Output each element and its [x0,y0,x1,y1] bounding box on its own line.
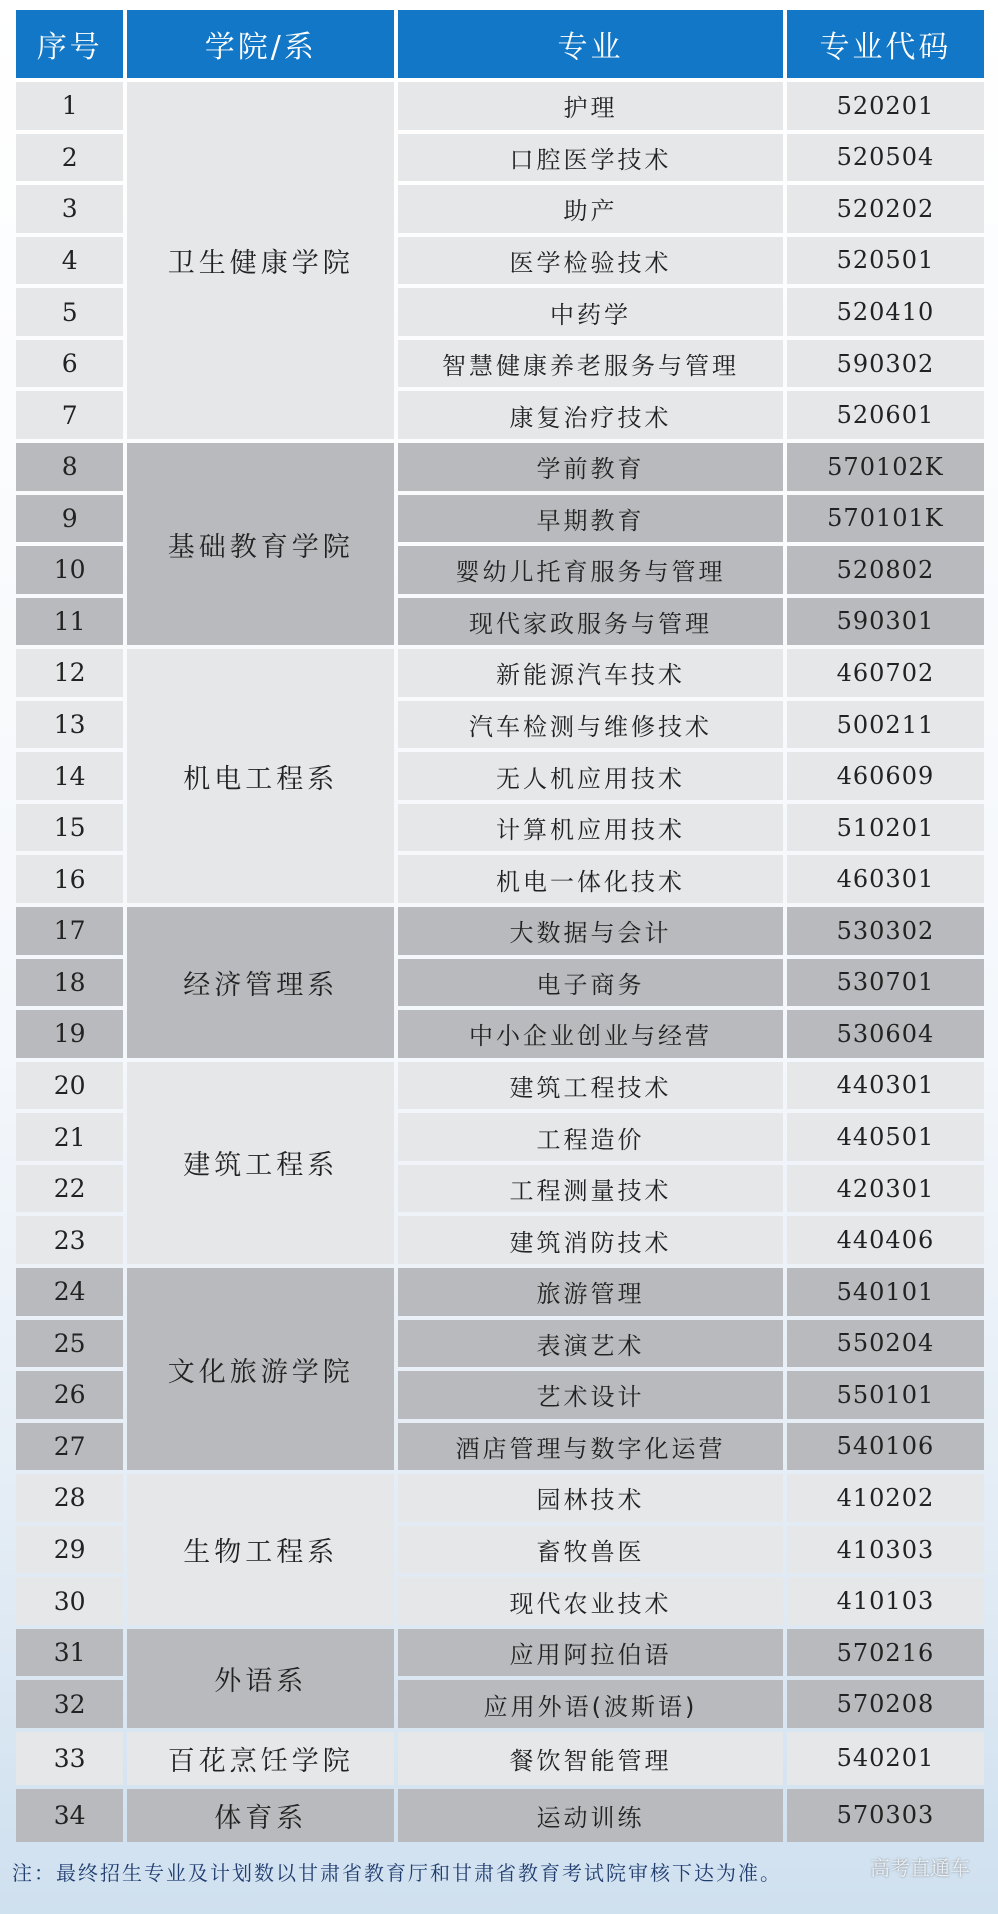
cell-index: 20 [16,1062,123,1110]
cell-code: 540201 [787,1732,984,1785]
cell-department: 生物工程系 [127,1474,394,1625]
cell-code: 590301 [787,598,984,646]
cell-major: 学前教育 [398,443,783,491]
cell-code: 420301 [787,1165,984,1213]
header-code: 专业代码 [787,10,984,78]
cell-index: 19 [16,1010,123,1058]
cell-code: 570208 [787,1680,984,1728]
table-body [16,82,984,1842]
cell-major: 运动训练 [398,1789,783,1842]
cell-major: 中小企业创业与经营 [398,1010,783,1058]
cell-major: 计算机应用技术 [398,804,783,852]
cell-major: 护理 [398,82,783,130]
cell-major: 应用阿拉伯语 [398,1629,783,1677]
cell-major: 建筑工程技术 [398,1062,783,1110]
cell-code: 520410 [787,288,984,336]
cell-major: 工程造价 [398,1113,783,1161]
cell-index: 11 [16,598,123,646]
cell-index: 18 [16,959,123,1007]
cell-major: 中药学 [398,288,783,336]
cell-index: 12 [16,649,123,697]
table-row [16,82,984,130]
cell-index: 26 [16,1371,123,1419]
cell-code: 540106 [787,1423,984,1471]
cell-index: 16 [16,855,123,903]
cell-department: 外语系 [127,1629,394,1728]
cell-index: 23 [16,1216,123,1264]
cell-index: 14 [16,752,123,800]
cell-code: 440501 [787,1113,984,1161]
cell-major: 现代家政服务与管理 [398,598,783,646]
cell-code: 530701 [787,959,984,1007]
cell-department: 基础教育学院 [127,443,394,645]
cell-major: 餐饮智能管理 [398,1732,783,1785]
watermark: 高考直通车 [870,1856,970,1880]
cell-index: 2 [16,134,123,182]
cell-code: 570101K [787,495,984,543]
cell-major: 畜牧兽医 [398,1526,783,1574]
cell-index: 17 [16,907,123,955]
cell-code: 570102K [787,443,984,491]
cell-code: 460702 [787,649,984,697]
footnote: 注：最终招生专业及计划数以甘肃省教育厅和甘肃省教育考试院审核下达为准。 [12,1861,782,1885]
majors-table-container [12,6,988,1846]
cell-code: 520202 [787,185,984,233]
cell-code: 460609 [787,752,984,800]
header-index: 序号 [16,10,123,78]
cell-code: 570216 [787,1629,984,1677]
table-row [16,1629,984,1677]
cell-major: 电子商务 [398,959,783,1007]
cell-major: 建筑消防技术 [398,1216,783,1264]
cell-index: 5 [16,288,123,336]
cell-code: 520201 [787,82,984,130]
cell-index: 3 [16,185,123,233]
cell-department: 经济管理系 [127,907,394,1058]
cell-major: 婴幼儿托育服务与管理 [398,546,783,594]
cell-code: 440301 [787,1062,984,1110]
cell-code: 510201 [787,804,984,852]
table-row [16,1789,984,1842]
cell-major: 园林技术 [398,1474,783,1522]
table-row [16,1062,984,1110]
cell-index: 9 [16,495,123,543]
table-header-row [16,10,984,78]
cell-index: 27 [16,1423,123,1471]
cell-major: 表演艺术 [398,1320,783,1368]
cell-code: 520504 [787,134,984,182]
cell-index: 24 [16,1268,123,1316]
cell-department: 建筑工程系 [127,1062,394,1264]
cell-index: 34 [16,1789,123,1842]
cell-index: 32 [16,1680,123,1728]
cell-code: 520802 [787,546,984,594]
majors-table [12,6,988,1846]
header-major: 专业 [398,10,783,78]
cell-department: 百花烹饪学院 [127,1732,394,1785]
cell-index: 33 [16,1732,123,1785]
cell-major: 大数据与会计 [398,907,783,955]
cell-major: 助产 [398,185,783,233]
table-row [16,443,984,491]
cell-code: 520601 [787,391,984,439]
cell-major: 艺术设计 [398,1371,783,1419]
cell-major: 应用外语(波斯语) [398,1680,783,1728]
table-row [16,1732,984,1785]
cell-code: 530302 [787,907,984,955]
cell-index: 30 [16,1577,123,1625]
cell-department: 文化旅游学院 [127,1268,394,1470]
cell-code: 410103 [787,1577,984,1625]
cell-code: 590302 [787,340,984,388]
cell-code: 540101 [787,1268,984,1316]
cell-major: 酒店管理与数字化运营 [398,1423,783,1471]
cell-major: 汽车检测与维修技术 [398,701,783,749]
header-department: 学院/系 [127,10,394,78]
cell-code: 520501 [787,237,984,285]
cell-index: 28 [16,1474,123,1522]
cell-code: 570303 [787,1789,984,1842]
cell-index: 6 [16,340,123,388]
cell-major: 医学检验技术 [398,237,783,285]
cell-index: 29 [16,1526,123,1574]
cell-code: 460301 [787,855,984,903]
cell-index: 22 [16,1165,123,1213]
cell-major: 口腔医学技术 [398,134,783,182]
cell-major: 工程测量技术 [398,1165,783,1213]
cell-code: 410303 [787,1526,984,1574]
cell-index: 13 [16,701,123,749]
cell-index: 4 [16,237,123,285]
cell-index: 31 [16,1629,123,1677]
cell-major: 现代农业技术 [398,1577,783,1625]
cell-department: 体育系 [127,1789,394,1842]
cell-department: 卫生健康学院 [127,82,394,439]
cell-code: 440406 [787,1216,984,1264]
cell-major: 早期教育 [398,495,783,543]
cell-major: 机电一体化技术 [398,855,783,903]
cell-major: 康复治疗技术 [398,391,783,439]
cell-department: 机电工程系 [127,649,394,903]
cell-major: 无人机应用技术 [398,752,783,800]
cell-major: 旅游管理 [398,1268,783,1316]
cell-code: 500211 [787,701,984,749]
cell-index: 1 [16,82,123,130]
cell-major: 新能源汽车技术 [398,649,783,697]
cell-index: 10 [16,546,123,594]
cell-index: 8 [16,443,123,491]
cell-code: 530604 [787,1010,984,1058]
cell-major: 智慧健康养老服务与管理 [398,340,783,388]
table-row [16,1268,984,1316]
cell-index: 25 [16,1320,123,1368]
cell-index: 15 [16,804,123,852]
cell-index: 21 [16,1113,123,1161]
cell-code: 410202 [787,1474,984,1522]
cell-index: 7 [16,391,123,439]
table-row [16,907,984,955]
cell-code: 550204 [787,1320,984,1368]
table-row [16,1474,984,1522]
cell-code: 550101 [787,1371,984,1419]
table-row [16,649,984,697]
